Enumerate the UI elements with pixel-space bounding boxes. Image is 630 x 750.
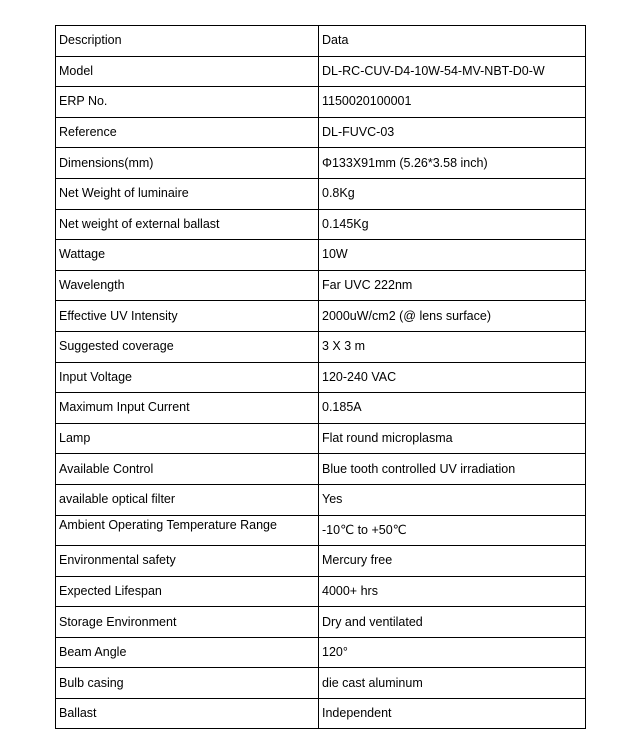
row-value: Φ133X91mm (5.26*3.58 inch): [319, 148, 586, 179]
table-row: [56, 117, 586, 148]
row-value: 0.185A: [319, 393, 586, 424]
row-value: 120-240 VAC: [319, 362, 586, 393]
row-value: 4000+ hrs: [319, 576, 586, 607]
row-value: 0.8Kg: [319, 178, 586, 209]
row-value: 2000uW/cm2 (@ lens surface): [319, 301, 586, 332]
spec-table: [55, 25, 586, 729]
row-label: Wattage: [56, 240, 319, 271]
row-label: Dimensions(mm): [56, 148, 319, 179]
table-row: [56, 546, 586, 577]
row-value: Flat round microplasma: [319, 423, 586, 454]
row-label: Storage Environment: [56, 607, 319, 638]
table-row: [56, 454, 586, 485]
table-row: [56, 484, 586, 515]
row-value: Far UVC 222nm: [319, 270, 586, 301]
row-value: 10W: [319, 240, 586, 271]
table-row: [56, 301, 586, 332]
row-value: Dry and ventilated: [319, 607, 586, 638]
row-label: Bulb casing: [56, 668, 319, 699]
row-label: Reference: [56, 117, 319, 148]
row-value: die cast aluminum: [319, 668, 586, 699]
row-label: Environmental safety: [56, 546, 319, 577]
row-value: 120°: [319, 637, 586, 668]
row-value: Mercury free: [319, 546, 586, 577]
table-row: [56, 393, 586, 424]
row-label: Input Voltage: [56, 362, 319, 393]
table-row: [56, 699, 586, 729]
table-row: [56, 148, 586, 179]
row-value: 1150020100001: [319, 87, 586, 118]
row-label: Available Control: [56, 454, 319, 485]
row-label: Wavelength: [56, 270, 319, 301]
row-label: Lamp: [56, 423, 319, 454]
row-label: Suggested coverage: [56, 331, 319, 362]
table-row: [56, 178, 586, 209]
row-label: available optical filter: [56, 484, 319, 515]
row-value: 3 X 3 m: [319, 331, 586, 362]
row-value: Independent: [319, 699, 586, 729]
table-row: [56, 331, 586, 362]
table-header-row: [56, 26, 586, 57]
row-label: Model: [56, 56, 319, 87]
table-row: [56, 515, 586, 546]
row-label: Beam Angle: [56, 637, 319, 668]
row-value: -10℃ to +50℃: [319, 515, 586, 546]
row-value: Yes: [319, 484, 586, 515]
row-value: Blue tooth controlled UV irradiation: [319, 454, 586, 485]
table-row: [56, 240, 586, 271]
row-label: Ballast: [56, 699, 319, 729]
table-row: [56, 87, 586, 118]
table-row: [56, 607, 586, 638]
row-label: Net weight of external ballast: [56, 209, 319, 240]
row-label: ERP No.: [56, 87, 319, 118]
table-row: [56, 362, 586, 393]
table-row: [56, 668, 586, 699]
row-value: DL-FUVC-03: [319, 117, 586, 148]
table-row: [56, 209, 586, 240]
table-row: [56, 637, 586, 668]
column-header-description: Description: [56, 26, 319, 57]
row-label: Ambient Operating Temperature Range: [56, 515, 319, 546]
row-label: Effective UV Intensity: [56, 301, 319, 332]
column-header-data: Data: [319, 26, 586, 57]
row-value: 0.145Kg: [319, 209, 586, 240]
table-row: [56, 56, 586, 87]
row-label: Expected Lifespan: [56, 576, 319, 607]
table-row: [56, 270, 586, 301]
table-row: [56, 576, 586, 607]
row-value: DL-RC-CUV-D4-10W-54-MV-NBT-D0-W: [319, 56, 586, 87]
row-label: Net Weight of luminaire: [56, 178, 319, 209]
table-row: [56, 423, 586, 454]
row-label: Maximum Input Current: [56, 393, 319, 424]
